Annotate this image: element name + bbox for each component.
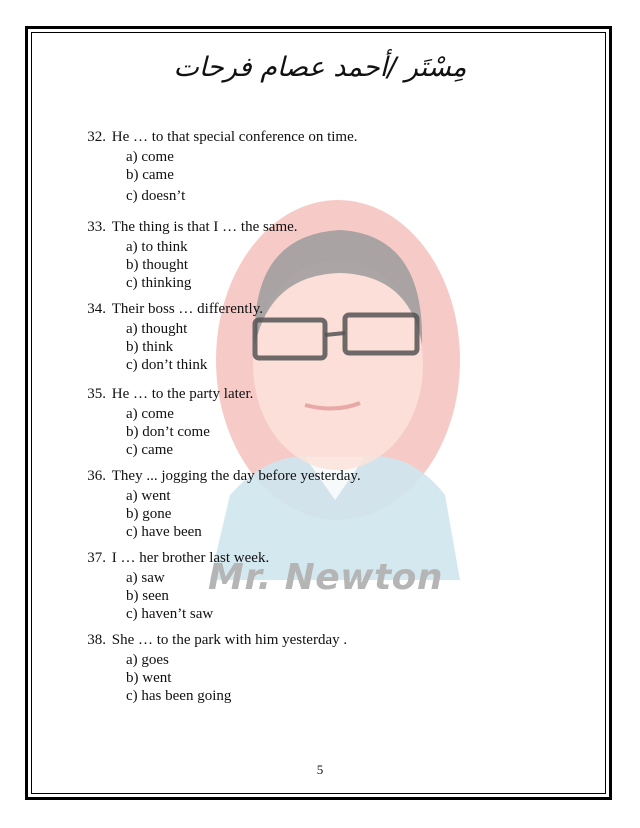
option-a: a) thought (126, 321, 188, 337)
question-text: He … to that special conference on time. (111, 129, 358, 145)
question-33 (70, 218, 590, 292)
question-number: 32. (87, 129, 106, 145)
question-35 (70, 385, 590, 459)
option-b: b) seen (126, 588, 169, 604)
question-stem (70, 385, 590, 403)
question-number: 34. (87, 301, 106, 317)
question-36 (70, 467, 590, 541)
option-a: a) saw (126, 570, 165, 586)
option-list (126, 405, 590, 459)
question-stem (70, 300, 590, 318)
option-c: c) haven’t saw (126, 606, 214, 622)
question-text: I … her brother last week. (111, 550, 270, 566)
option-c: c) don’t think (126, 357, 208, 373)
option-b: b) came (126, 167, 174, 183)
question-text: He … to the party later. (111, 386, 254, 402)
question-stem (70, 467, 590, 485)
option-list (126, 651, 590, 705)
option-list (126, 148, 590, 205)
teacher-name-header: مِسْتَر /أحمد عصام فرحات (173, 52, 467, 83)
question-37 (70, 549, 590, 623)
question-number: 33. (87, 219, 106, 235)
question-number: 35. (87, 386, 106, 402)
option-a: a) come (126, 406, 174, 422)
option-a: a) to think (126, 239, 188, 255)
question-number: 38. (87, 632, 106, 648)
question-text: Their boss … differently. (111, 301, 263, 317)
question-number: 37. (87, 550, 106, 566)
option-a: a) goes (126, 652, 169, 668)
question-stem (70, 128, 590, 146)
question-stem (70, 218, 590, 236)
question-list (70, 128, 590, 705)
option-list (126, 487, 590, 541)
watermark-text: Mr. Newton (208, 557, 444, 598)
page-number: 5 (316, 762, 324, 777)
option-list (126, 320, 590, 374)
option-b: b) thought (126, 257, 189, 273)
question-stem (70, 549, 590, 567)
option-b: b) don’t come (126, 424, 210, 440)
option-c: c) came (126, 442, 174, 458)
question-text: She … to the park with him yesterday . (111, 632, 348, 648)
option-list (126, 238, 590, 292)
option-c: c) have been (126, 524, 202, 540)
option-b: b) think (126, 339, 174, 355)
option-b: b) went (126, 670, 172, 686)
question-number: 36. (87, 468, 106, 484)
option-c: c) thinking (126, 275, 192, 291)
question-34 (70, 300, 590, 374)
question-32 (70, 128, 590, 205)
option-b: b) gone (126, 506, 172, 522)
option-a: a) went (126, 488, 171, 504)
question-38 (70, 631, 590, 705)
option-c: c) has been going (126, 688, 232, 704)
question-text: They ... jogging the day before yesterday. (111, 468, 361, 484)
option-a: a) come (126, 149, 174, 165)
option-list (126, 569, 590, 623)
option-c: c) doesn’t (126, 188, 186, 204)
question-stem (70, 631, 590, 649)
question-text: The thing is that I … the same. (111, 219, 298, 235)
